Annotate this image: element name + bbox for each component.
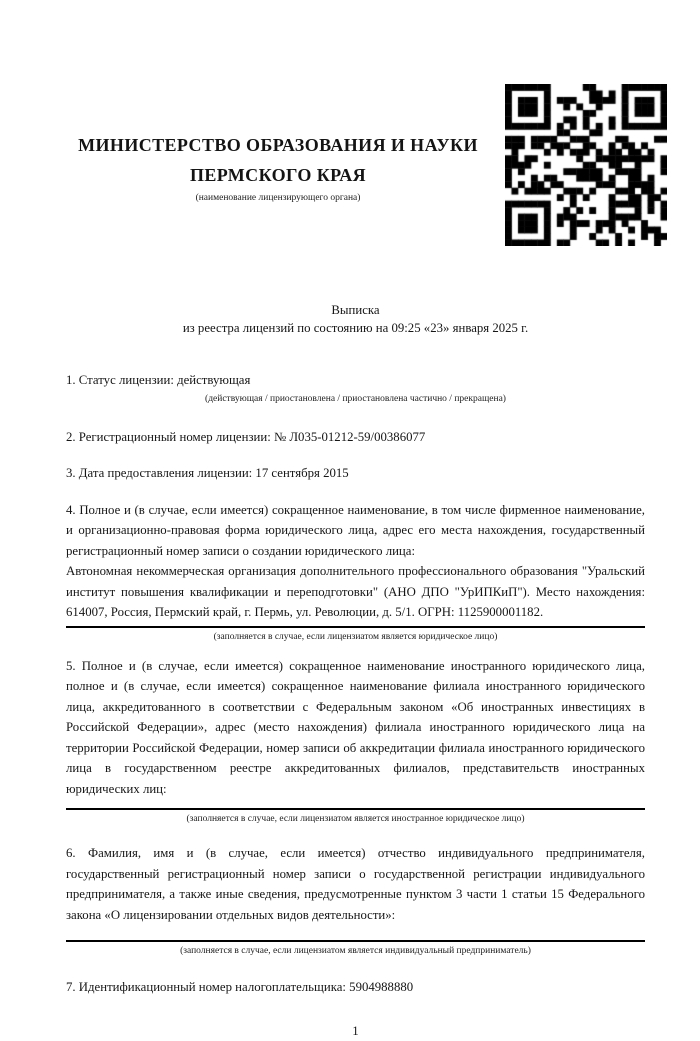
document-header [0, 0, 700, 268]
legal-entity-fill-line [66, 626, 645, 628]
page-number: 1 [66, 1021, 645, 1041]
ministry-name-line2: ПЕРМСКОГО КРАЯ [66, 160, 490, 190]
item-grant-date: 3. Дата предоставления лицензии: 17 сентября 2015 [66, 463, 645, 484]
ministry-name [66, 130, 490, 190]
item-foreign-entity-note: (заполняется в случае, если лицензиатом является иностранное юридическое лицо) [66, 813, 645, 825]
item-license-status: 1. Статус лицензии: действующая [66, 370, 645, 391]
ministry-name-line1: МИНИСТЕРСТВО ОБРАЗОВАНИЯ И НАУКИ [66, 130, 490, 160]
document-title-block [66, 302, 645, 337]
qr-code [505, 84, 667, 246]
item-legal-entity [66, 500, 645, 623]
document-title: Выписка [66, 302, 645, 319]
item-taxpayer-number: 7. Идентификационный номер налогоплательщика: 5904988880 [66, 977, 645, 998]
item-registration-number: 2. Регистрационный номер лицензии: № Л035-01212-59/00386077 [66, 427, 645, 448]
ministry-note: (наименование лицензирующего органа) [66, 193, 490, 203]
document-body [0, 302, 700, 1041]
item-legal-entity-text: 4. Полное и (в случае, если имеется) сокращенное наименование, в том числе фирменное наименование, и организационно-правовая форма юридического лица, адрес его места нахождения, государственный регистрационный номер записи о создании юридического лица: [66, 500, 645, 562]
entrepreneur-fill-line [66, 940, 645, 942]
licensing-authority-block [66, 130, 490, 203]
item-license-status-note: (действующая / приостановлена / приостановлена частично / прекращена) [66, 393, 645, 405]
item-entrepreneur-note: (заполняется в случае, если лицензиатом является индивидуальный предприниматель) [66, 945, 645, 957]
document-subtitle: из реестра лицензий по состоянию на 09:25 «23» января 2025 г. [66, 320, 645, 337]
item-legal-entity-value: Автономная некоммерческая организация дополнительного профессионального образования "Уральский институт повышения квалификации и переподготовки" (АНО ДПО "УрИПКиП"). Место нахождения: 614007, Россия, Пермский край, г. Пермь, ул. Революции, д. 5/1. ОГРН: 1125900001182. [66, 561, 645, 623]
item-foreign-entity: 5. Полное и (в случае, если имеется) сокращенное наименование иностранного юридического лица, полное и (в случае, если имеется) сокращенное наименование филиала иностранного юридического лица, аккредитованного в соответствии с Федеральным законом «Об иностранных инвестициях в Российской Федерации», адрес (место нахождения) филиала иностранного юридического лица на территории Российской Федерации, номер записи об аккредитации филиала иностранного юридического лица в государственном реестре аккредитованных филиалов, представительств иностранных юридических лиц: [66, 656, 645, 800]
item-legal-entity-note: (заполняется в случае, если лицензиатом является юридическое лицо) [66, 631, 645, 643]
item-entrepreneur: 6. Фамилия, имя и (в случае, если имеется) отчество индивидуального предпринимателя, государственный регистрационный номер записи о государственной регистрации индивидуального предпринимателя, а также иные сведения, предусмотренные пунктом 3 части 1 статьи 15 Федерального закона «О лицензировании отдельных видов деятельности»: [66, 843, 645, 925]
foreign-entity-fill-line [66, 808, 645, 810]
